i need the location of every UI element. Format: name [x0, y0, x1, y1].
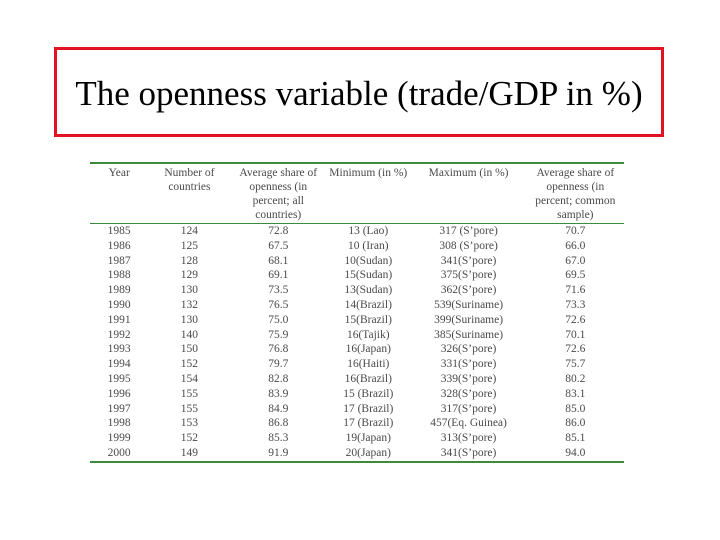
year-cell: 1993	[107, 343, 131, 356]
table-body	[90, 224, 624, 462]
minimum-cell: 16(Tajik)	[346, 328, 390, 341]
maximum-cell: 328(S’pore)	[440, 387, 497, 400]
title-box	[54, 47, 664, 137]
year-cell: 1992	[107, 328, 131, 341]
average-share-all-cell: 91.9	[268, 446, 289, 459]
average-share-all-cell: 82.8	[268, 372, 289, 385]
maximum-cell: 362(S’pore)	[440, 284, 497, 297]
maximum-cell: 399(Suriname)	[434, 313, 504, 326]
table-row	[90, 446, 624, 462]
average-share-common-cell: 70.7	[565, 225, 586, 237]
maximum-cell: 317 (S’pore)	[439, 225, 498, 237]
year-cell: 1994	[107, 358, 131, 371]
country-count-cell: 149	[180, 446, 199, 459]
header-maximum: Maximum (in %)	[428, 167, 509, 179]
country-count-cell: 153	[180, 417, 199, 430]
header-average-share-all: Average share of openness (in percent; all countries)	[239, 167, 318, 221]
minimum-cell: 15(Sudan)	[344, 269, 393, 282]
year-cell: 1988	[107, 269, 131, 282]
average-share-all-cell: 73.5	[268, 284, 289, 297]
minimum-cell: 19(Japan)	[345, 432, 391, 445]
country-count-cell: 130	[180, 284, 199, 297]
maximum-cell: 339(S’pore)	[440, 372, 497, 385]
year-cell: 1996	[107, 387, 131, 400]
maximum-cell: 308 (S’pore)	[439, 239, 498, 252]
minimum-cell: 15 (Brazil)	[343, 387, 394, 400]
maximum-cell: 385(Suriname)	[434, 328, 504, 341]
minimum-cell: 10(Sudan)	[344, 254, 393, 267]
average-share-common-cell: 72.6	[565, 343, 586, 356]
average-share-all-cell: 68.1	[268, 254, 289, 267]
minimum-cell: 13(Sudan)	[344, 284, 393, 297]
table-row	[90, 431, 624, 446]
year-cell: 1986	[107, 239, 131, 252]
minimum-cell: 16(Haiti)	[347, 358, 390, 371]
maximum-cell: 313(S’pore)	[440, 432, 497, 445]
table-row	[90, 313, 624, 328]
table-row	[90, 268, 624, 283]
minimum-cell: 15(Brazil)	[344, 313, 392, 326]
maximum-cell: 317(S’pore)	[440, 402, 497, 415]
maximum-cell: 539(Suriname)	[434, 298, 504, 311]
country-count-cell: 140	[180, 328, 199, 341]
country-count-cell: 129	[180, 269, 199, 282]
minimum-cell: 17 (Brazil)	[343, 417, 394, 430]
maximum-cell: 341(S’pore)	[440, 446, 497, 459]
minimum-cell: 10 (Iran)	[348, 239, 389, 252]
maximum-cell: 457(Eq. Guinea)	[430, 417, 507, 430]
country-count-cell: 130	[180, 313, 199, 326]
maximum-cell: 341(S’pore)	[440, 254, 497, 267]
table-row	[90, 239, 624, 254]
average-share-common-cell: 67.0	[565, 254, 586, 267]
year-cell: 1999	[107, 432, 131, 445]
table-row	[90, 224, 624, 239]
average-share-common-cell: 83.1	[565, 387, 586, 400]
average-share-common-cell: 71.6	[565, 284, 586, 297]
year-cell: 1987	[107, 254, 131, 267]
average-share-common-cell: 75.7	[565, 358, 586, 371]
average-share-common-cell: 66.0	[565, 239, 586, 252]
average-share-common-cell: 85.1	[565, 432, 586, 445]
table-row	[90, 254, 624, 269]
table-row	[90, 387, 624, 402]
year-cell: 1991	[107, 313, 131, 326]
country-count-cell: 125	[180, 239, 199, 252]
average-share-common-cell: 94.0	[565, 446, 586, 459]
average-share-all-cell: 75.9	[268, 328, 289, 341]
table-row	[90, 342, 624, 357]
table-row	[90, 283, 624, 298]
average-share-common-cell: 69.5	[565, 269, 586, 282]
average-share-all-cell: 76.5	[268, 298, 289, 311]
header-row	[90, 163, 624, 224]
average-share-all-cell: 83.9	[268, 387, 289, 400]
table-row	[90, 298, 624, 313]
country-count-cell: 152	[180, 358, 199, 371]
header-average-share-common: Average share of openness (in percent; common sample)	[535, 167, 616, 221]
table-row	[90, 416, 624, 431]
average-share-all-cell: 86.8	[268, 417, 289, 430]
average-share-common-cell: 70.1	[565, 328, 586, 341]
average-share-common-cell: 72.6	[565, 313, 586, 326]
country-count-cell: 128	[180, 254, 199, 267]
maximum-cell: 375(S’pore)	[440, 269, 497, 282]
average-share-all-cell: 75.0	[268, 313, 289, 326]
year-cell: 2000	[107, 446, 131, 459]
year-cell: 1989	[107, 284, 131, 297]
minimum-cell: 20(Japan)	[345, 446, 391, 459]
header-minimum: Minimum (in %)	[329, 167, 408, 179]
maximum-cell: 326(S’pore)	[440, 343, 497, 356]
table-header	[90, 163, 624, 224]
year-cell: 1990	[107, 298, 131, 311]
header-number-of-countries: Number of countries	[164, 167, 215, 193]
header-year: Year	[108, 167, 130, 179]
year-cell: 1998	[107, 417, 131, 430]
minimum-cell: 17 (Brazil)	[343, 402, 394, 415]
table-row	[90, 372, 624, 387]
minimum-cell: 16(Japan)	[345, 343, 391, 356]
slide-title: The openness variable (trade/GDP in %)	[75, 74, 643, 113]
average-share-common-cell: 85.0	[565, 402, 586, 415]
table-row	[90, 328, 624, 343]
average-share-all-cell: 85.3	[268, 432, 289, 445]
average-share-all-cell: 69.1	[268, 269, 289, 282]
country-count-cell: 124	[180, 225, 199, 237]
average-share-all-cell: 72.8	[268, 225, 289, 237]
country-count-cell: 155	[180, 402, 199, 415]
average-share-all-cell: 67.5	[268, 239, 289, 252]
year-cell: 1985	[107, 225, 131, 237]
average-share-common-cell: 86.0	[565, 417, 586, 430]
average-share-all-cell: 76.8	[268, 343, 289, 356]
country-count-cell: 152	[180, 432, 199, 445]
average-share-all-cell: 84.9	[268, 402, 289, 415]
table-row	[90, 402, 624, 417]
minimum-cell: 14(Brazil)	[344, 298, 392, 311]
country-count-cell: 155	[180, 387, 199, 400]
average-share-common-cell: 80.2	[565, 372, 586, 385]
maximum-cell: 331(S’pore)	[440, 358, 497, 371]
country-count-cell: 150	[180, 343, 199, 356]
openness-table	[90, 162, 624, 463]
country-count-cell: 154	[180, 372, 199, 385]
average-share-common-cell: 73.3	[565, 298, 586, 311]
minimum-cell: 16(Brazil)	[344, 372, 392, 385]
minimum-cell: 13 (Lao)	[348, 225, 389, 237]
table-row	[90, 357, 624, 372]
year-cell: 1997	[107, 402, 131, 415]
average-share-all-cell: 79.7	[268, 358, 289, 371]
year-cell: 1995	[107, 372, 131, 385]
country-count-cell: 132	[180, 298, 199, 311]
